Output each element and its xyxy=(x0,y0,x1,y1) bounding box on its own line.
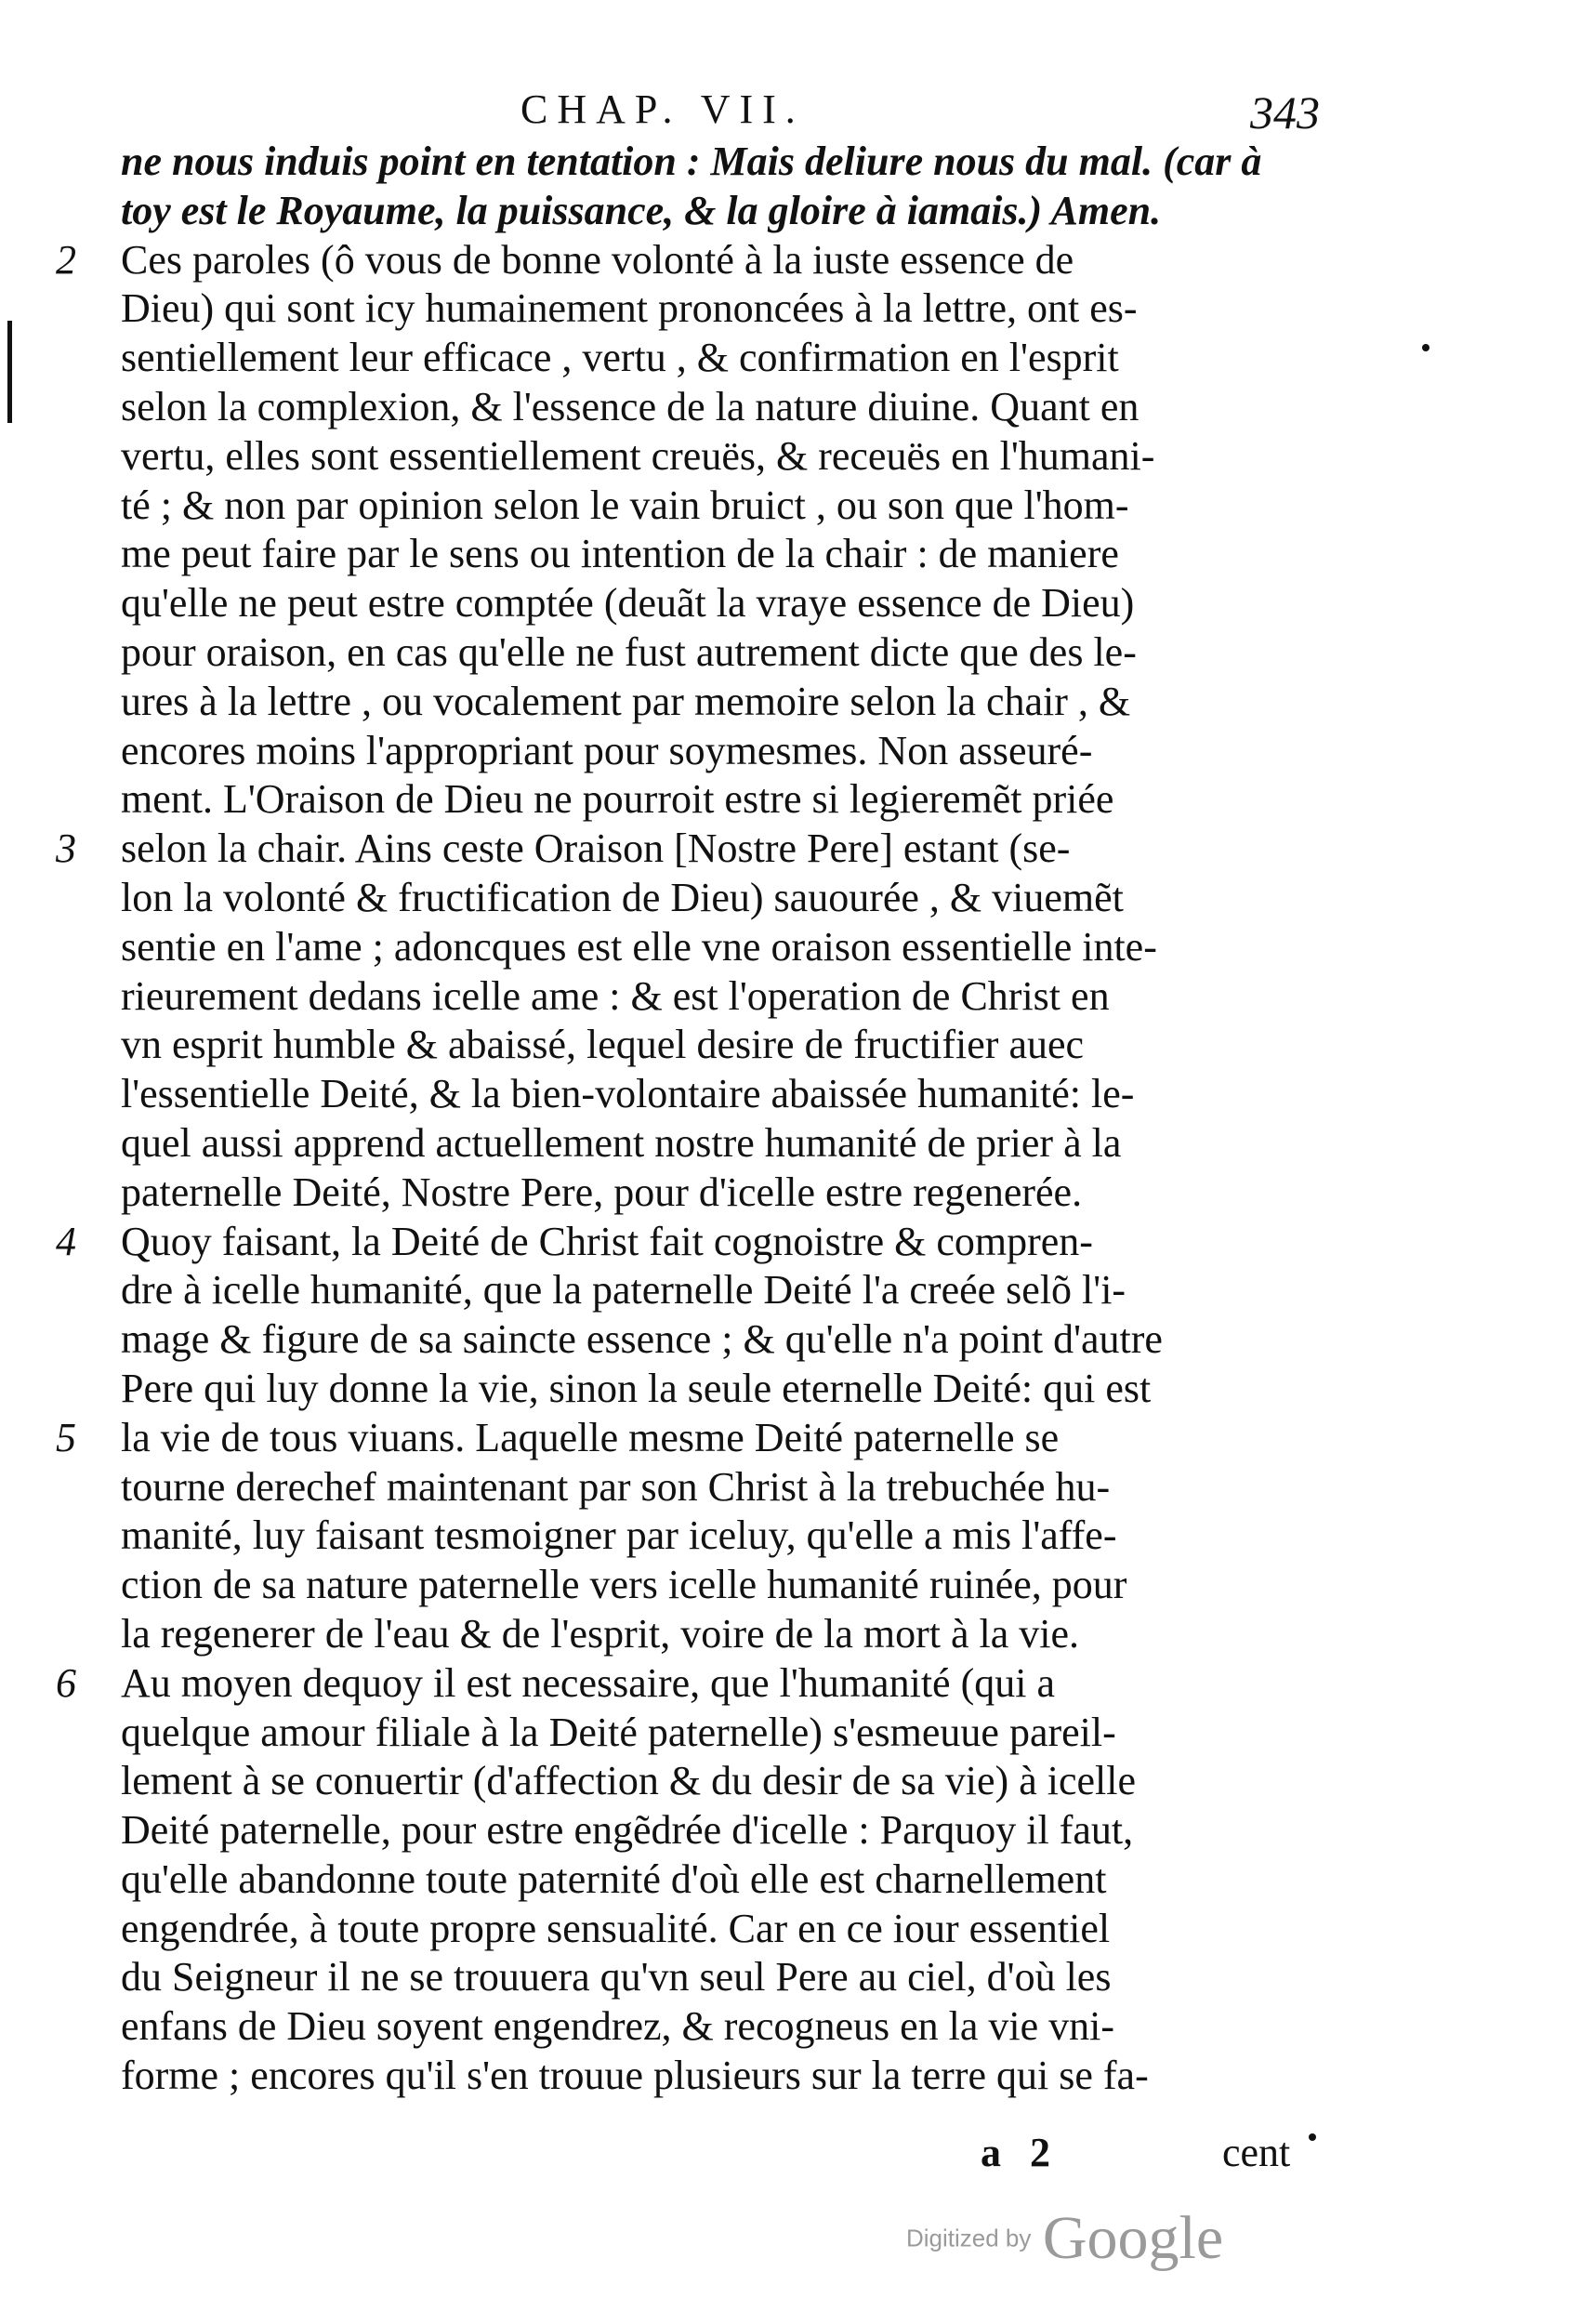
text-line xyxy=(121,1757,1357,1806)
page-header xyxy=(0,86,1594,141)
line-text: enfans de Dieu soyent engendrez, & recogneus en la vie vni- xyxy=(121,2003,1115,2050)
text-line xyxy=(121,1070,1357,1119)
margin-mark xyxy=(7,321,12,423)
text-line xyxy=(121,2052,1357,2101)
running-head: CHAP. VII. xyxy=(520,86,805,132)
text-line xyxy=(121,1561,1357,1610)
line-text: quel aussi apprend actuellement nostre humanité de prier à la xyxy=(121,1119,1122,1166)
text-line xyxy=(121,1953,1357,2002)
text-line xyxy=(121,775,1357,825)
text-line xyxy=(121,1463,1357,1512)
line-text: Quoy faisant, la Deité de Christ fait cognoistre & compren- xyxy=(121,1218,1093,1264)
verse-number: 2 xyxy=(56,236,76,283)
line-text: tourne derechef maintenant par son Christ à la trebuchée hu- xyxy=(121,1463,1111,1510)
body-text xyxy=(56,138,1357,2101)
page-number: 343 xyxy=(1250,86,1320,139)
text-line xyxy=(121,972,1357,1022)
text-line xyxy=(121,1855,1357,1905)
line-text: quelque amour filiale à la Deité paternelle) s'esmeuue pareil- xyxy=(121,1709,1116,1755)
text-line xyxy=(121,482,1357,531)
line-text: la vie de tous viuans. Laquelle mesme Deité paternelle se xyxy=(121,1414,1060,1460)
line-text: sentiellement leur efficace , vertu , & confirmation en l'esprit xyxy=(121,335,1119,381)
line-text: qu'elle abandonne toute paternité d'où elle est charnellement xyxy=(121,1855,1107,1902)
text-line xyxy=(56,1218,1357,1267)
line-text: Au moyen dequoy il est necessaire, que l'humanité (qui a xyxy=(121,1659,1055,1706)
line-text: Deité paternelle, pour estre engẽdrée d'icelle : Parquoy il faut, xyxy=(121,1807,1134,1854)
text-line xyxy=(121,1610,1357,1659)
catchword: cent xyxy=(1222,2130,1291,2175)
text-line xyxy=(121,628,1357,678)
line-text: pour oraison, en cas qu'elle ne fust autrement dicte que des le- xyxy=(121,628,1137,675)
text-line xyxy=(121,678,1357,727)
line-text: vertu, elles sont essentiellement creuës, & receuës en l'humani- xyxy=(121,432,1155,479)
text-line xyxy=(121,1169,1357,1218)
text-line xyxy=(121,874,1357,923)
line-text: ment. L'Oraison de Dieu ne pourroit estre si legieremẽt priée xyxy=(121,776,1114,823)
verse-number: 6 xyxy=(56,1659,76,1706)
line-text: me peut faire par le sens ou intention de la chair : de maniere xyxy=(121,531,1119,577)
text-line xyxy=(56,236,1357,285)
line-text: Ces paroles (ô vous de bonne volonté à la iuste essence de xyxy=(121,236,1074,283)
line-text: ne nous induis point en tentation : Mais deliure nous du mal. (car à xyxy=(121,139,1262,184)
text-line xyxy=(121,187,1357,236)
line-text: l'essentielle Deité, & la bien-volontaire abaissée humanité: le- xyxy=(121,1071,1135,1117)
text-line xyxy=(56,1659,1357,1709)
line-text: ction de sa nature paternelle vers icelle humanité ruinée, pour xyxy=(121,1562,1127,1608)
text-line xyxy=(121,284,1357,334)
text-line xyxy=(121,1905,1357,1954)
line-text: té ; & non par opinion selon le vain bruict , ou son que l'hom- xyxy=(121,482,1129,528)
text-line xyxy=(121,432,1357,482)
ink-speck xyxy=(1422,344,1429,351)
watermark-small: Digitized by xyxy=(906,2224,1032,2252)
line-text: manité, luy faisant tesmoigner par iceluy, qu'elle a mis l'affe- xyxy=(121,1512,1117,1559)
digitized-watermark xyxy=(906,2203,1223,2278)
line-text: Pere qui luy donne la vie, sinon la seule eternelle Deité: qui est xyxy=(121,1365,1152,1411)
line-text: engendrée, à toute propre sensualité. Car en ce iour essentiel xyxy=(121,1905,1111,1951)
text-line xyxy=(56,825,1357,874)
line-text: selon la chair. Ains ceste Oraison [Nostre Pere] estant (se- xyxy=(121,825,1071,872)
text-line xyxy=(121,1266,1357,1315)
line-text: la regenerer de l'eau & de l'esprit, voire de la mort à la vie. xyxy=(121,1610,1080,1657)
line-text: sentie en l'ame ; adoncques est elle vne oraison essentielle inte- xyxy=(121,923,1157,970)
text-line xyxy=(121,138,1357,187)
text-line xyxy=(121,383,1357,432)
verse-number: 4 xyxy=(56,1218,76,1264)
line-text: qu'elle ne peut estre comptée (deuãt la vraye essence de Dieu) xyxy=(121,580,1135,627)
line-text: lon la volonté & fructification de Dieu) sauourée , & viuemẽt xyxy=(121,874,1124,920)
text-line xyxy=(121,1512,1357,1561)
text-line xyxy=(121,1315,1357,1365)
line-text: Dieu) qui sont icy humainement prononcées à la lettre, ont es- xyxy=(121,285,1138,332)
line-text: rieurement dedans icelle ame : & est l'operation de Christ en xyxy=(121,972,1110,1019)
text-line xyxy=(121,2002,1357,2052)
text-line xyxy=(121,579,1357,628)
text-line xyxy=(121,1365,1357,1414)
line-text: toy est le Royaume, la puissance, & la gloire à iamais.) Amen. xyxy=(121,187,1162,233)
text-line xyxy=(121,727,1357,776)
watermark-logo: Google xyxy=(1042,2204,1224,2272)
text-line xyxy=(121,1021,1357,1070)
text-line xyxy=(121,923,1357,972)
text-line xyxy=(121,334,1357,383)
text-line xyxy=(121,530,1357,579)
line-text: vn esprit humble & abaissé, lequel desire de fructifier auec xyxy=(121,1022,1085,1068)
page-footer xyxy=(0,2129,1594,2185)
line-text: mage & figure de sa saincte essence ; & qu'elle n'a point d'autre xyxy=(121,1316,1163,1363)
line-text: paternelle Deité, Nostre Pere, pour d'icelle estre regenerée. xyxy=(121,1169,1083,1215)
line-text: dre à icelle humanité, que la paternelle Deité l'a creée selõ l'i- xyxy=(121,1267,1126,1314)
verse-number: 3 xyxy=(56,825,76,872)
line-text: du Seigneur il ne se trouuera qu'vn seul Pere au ciel, d'où les xyxy=(121,1954,1112,2000)
text-line xyxy=(121,1806,1357,1855)
line-text: selon la complexion, & l'essence de la nature diuine. Quant en xyxy=(121,383,1140,429)
text-line xyxy=(121,1119,1357,1169)
signature-mark: a 2 xyxy=(981,2130,1060,2175)
line-text: encores moins l'appropriant pour soymesmes. Non asseuré- xyxy=(121,727,1093,773)
text-line xyxy=(121,1709,1357,1758)
line-text: lement à se conuertir (d'affection & du desir de sa vie) à icelle xyxy=(121,1758,1136,1804)
text-line xyxy=(56,1414,1357,1463)
verse-number: 5 xyxy=(56,1414,76,1460)
line-text: forme ; encores qu'il s'en trouue plusieurs sur la terre qui se fa- xyxy=(121,2053,1149,2099)
line-text: ures à la lettre , ou vocalement par memoire selon la chair , & xyxy=(121,678,1131,724)
